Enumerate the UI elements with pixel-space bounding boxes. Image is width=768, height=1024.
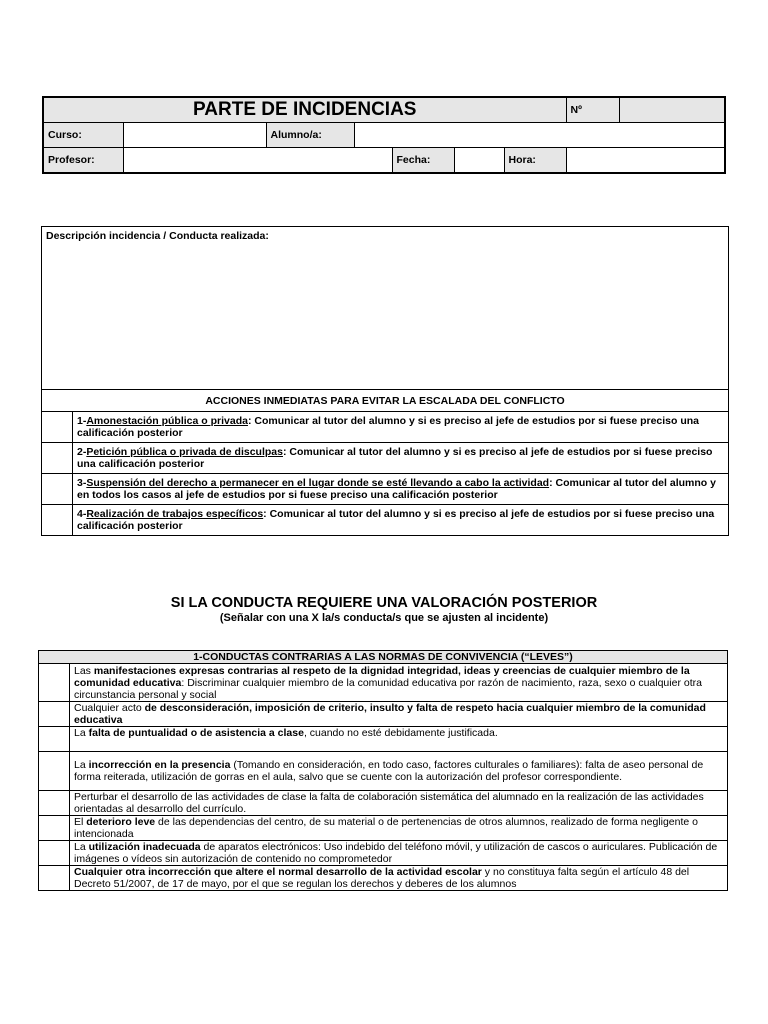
conduct-checkbox[interactable] [39, 702, 70, 727]
description-actions-table [41, 226, 729, 536]
date-label: Fecha: [392, 148, 454, 174]
conduct-text: Cualquier acto de desconsideración, imposición de criterio, insulto y falta de respeto hacia cualquier miembro de la comunidad educativa [70, 702, 728, 727]
action-text: 2-Petición pública o privada de disculpas: Comunicar al tutor del alumno y si es preciso al jefe de estudios por si fuese preciso una calificación posterior [73, 443, 729, 474]
conduct-row [39, 816, 728, 841]
conduct-text: Las manifestaciones expresas contrarias al respeto de la dignidad integridad, ideas y creencias de cualquier miembro de la comunidad educativa: Discriminar cualquier miembro de la comunidad educativa por razón de nacimiento, raza, sexo o cualquier otra circunstancia personal y social [70, 664, 728, 702]
action-row [42, 443, 729, 474]
actions-heading: ACCIONES INMEDIATAS PARA EVITAR LA ESCALADA DEL CONFLICTO [42, 390, 729, 412]
conduct-row [39, 791, 728, 816]
conducts-table [38, 650, 728, 891]
conduct-row [39, 664, 728, 702]
section-subtitle: (Señalar con una X la/s conducta/s que se ajusten al incidente) [219, 612, 549, 624]
conduct-row [39, 866, 728, 891]
action-checkbox[interactable] [42, 412, 73, 443]
time-label: Hora: [504, 148, 566, 174]
conduct-checkbox[interactable] [39, 841, 70, 866]
action-text: 1-Amonestación pública o privada: Comunicar al tutor del alumno y si es preciso al jefe de estudios por si fuese preciso una calificación posterior [73, 412, 729, 443]
action-checkbox[interactable] [42, 474, 73, 505]
conduct-row [39, 841, 728, 866]
number-label: Nº [566, 97, 619, 123]
conduct-text: Cualquier otra incorrección que altere el normal desarrollo de la actividad escolar y no constituya falta según el artículo 48 del Decreto 51/2007, de 17 de mayo, por el que se regulan los derechos y deberes de los alumnos [70, 866, 728, 891]
conduct-text: La incorrección en la presencia (Tomando en consideración, en todo caso, factores culturales o familiares): falta de aseo personal de forma reiterada, utilización de gorras en el aula, salvo que se cuente con la autorización del profesor correspondiente. [70, 752, 728, 791]
conduct-checkbox[interactable] [39, 727, 70, 752]
action-checkbox[interactable] [42, 443, 73, 474]
conduct-row [39, 752, 728, 791]
section-title: SI LA CONDUCTA REQUIERE UNA VALORACIÓN POSTERIOR [170, 595, 598, 611]
conducts-heading: 1-CONDUCTAS CONTRARIAS A LAS NORMAS DE CONVIVENCIA (“LEVES”) [39, 651, 728, 664]
date-field[interactable] [454, 148, 504, 174]
action-text: 3-Suspensión del derecho a permanecer en el lugar donde se esté llevando a cabo la actividad: Comunicar al tutor del alumno y en todos los casos al jefe de estudios por si fuese preciso una calificación posterior [73, 474, 729, 505]
student-label: Alumno/a: [266, 123, 354, 148]
number-field[interactable] [619, 97, 725, 123]
student-field[interactable] [354, 123, 725, 148]
action-row [42, 412, 729, 443]
incident-header-table [42, 96, 726, 174]
description-field[interactable] [42, 227, 729, 390]
conduct-text: La utilización inadecuada de aparatos electrónicos: Uso indebido del teléfono móvil, y utilización de cascos o auriculares. Publicación de imágenes o vídeos sin autorización de contenido no comprometedor [70, 841, 728, 866]
time-field[interactable] [566, 148, 725, 174]
form-title: PARTE DE INCIDENCIAS [43, 97, 566, 123]
course-label: Curso: [43, 123, 123, 148]
action-row [42, 505, 729, 536]
conduct-row [39, 727, 728, 752]
conduct-text: El deterioro leve de las dependencias del centro, de su material o de pertenencias de otros alumnos, realizado de forma negligente o intencionada [70, 816, 728, 841]
action-text: 4-Realización de trabajos específicos: Comunicar al tutor del alumno y si es preciso al jefe de estudios por si fuese preciso una calificación posterior [73, 505, 729, 536]
conduct-checkbox[interactable] [39, 664, 70, 702]
course-field[interactable] [123, 123, 266, 148]
conduct-row [39, 702, 728, 727]
description-label: Descripción incidencia / Conducta realizada: [46, 230, 269, 242]
action-row [42, 474, 729, 505]
conduct-text: Perturbar el desarrollo de las actividades de clase la falta de colaboración sistemática del alumnado en la realización de las actividades orientadas al desarrollo del currículo. [70, 791, 728, 816]
conduct-checkbox[interactable] [39, 866, 70, 891]
conduct-checkbox[interactable] [39, 791, 70, 816]
action-checkbox[interactable] [42, 505, 73, 536]
conduct-checkbox[interactable] [39, 752, 70, 791]
conduct-text: La falta de puntualidad o de asistencia a clase, cuando no esté debidamente justificada. [70, 727, 728, 752]
teacher-label: Profesor: [43, 148, 123, 174]
conduct-checkbox[interactable] [39, 816, 70, 841]
teacher-field[interactable] [123, 148, 392, 174]
